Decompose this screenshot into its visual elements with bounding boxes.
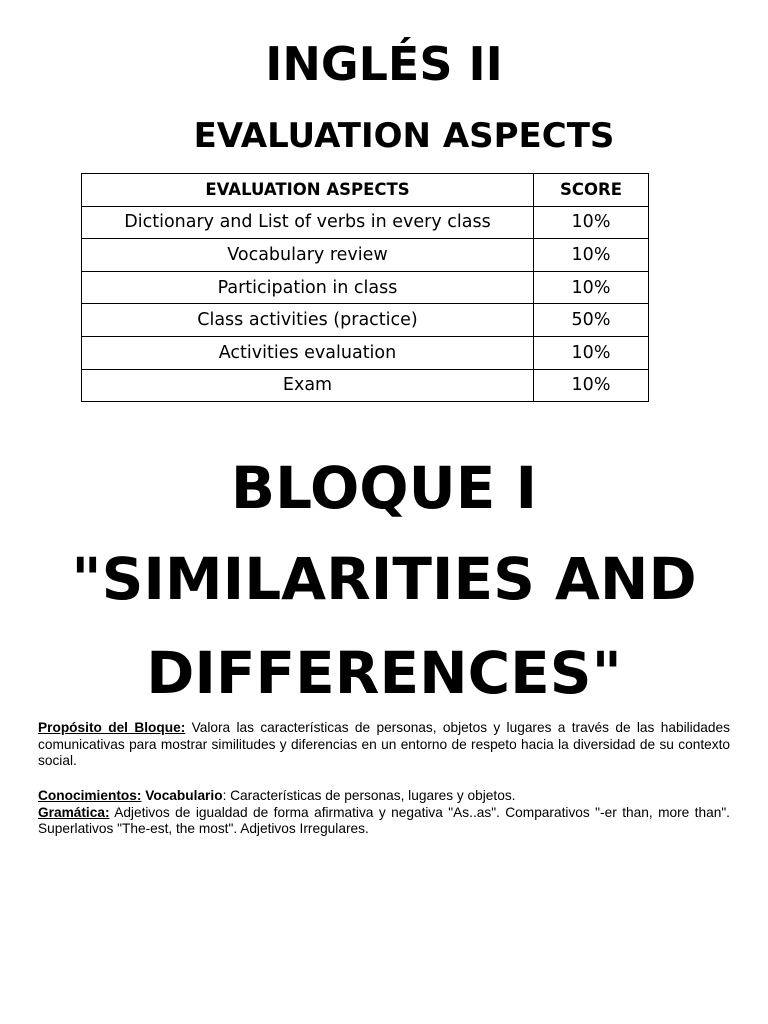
gramatica-label: Gramática: xyxy=(38,804,110,820)
header-score: SCORE xyxy=(534,174,649,207)
table-row xyxy=(82,304,649,337)
vocabulario-text: : Características de personas, lugares y objetos. xyxy=(222,788,516,803)
aspect-cell: Vocabulary review xyxy=(82,239,534,272)
table-row xyxy=(82,271,649,304)
conocimientos-paragraph xyxy=(38,788,730,838)
bloque-title-line-1: "SIMILARITIES AND xyxy=(71,545,697,613)
proposito-label: Propósito del Bloque: xyxy=(38,720,186,735)
table-row xyxy=(82,206,649,239)
table-row xyxy=(82,369,649,402)
score-cell: 10% xyxy=(534,336,649,369)
aspect-cell: Class activities (practice) xyxy=(82,304,534,337)
gramatica-text: Adjetivos de igualdad de forma afirmativa y negativa "As..as". Comparativos "-er than, more than". Superlativos "The-est, the most". Adjetivos Irregulares. xyxy=(38,804,730,836)
score-cell: 10% xyxy=(534,369,649,402)
table-row xyxy=(82,336,649,369)
aspect-cell: Activities evaluation xyxy=(82,336,534,369)
conocimientos-label: Conocimientos: xyxy=(38,788,142,803)
aspect-cell: Exam xyxy=(82,369,534,402)
proposito-text: Valora las características de personas, objetos y lugares a través de las habilidades comunicativas para mostrar similitudes y diferencias en un entorno de respeto hacia la diversidad de su contexto social. xyxy=(38,720,730,768)
table-header-row xyxy=(82,174,649,207)
vocabulario-label: Vocabulario xyxy=(141,788,223,803)
proposito-paragraph xyxy=(38,720,730,770)
bloque-heading: BLOQUE I xyxy=(230,454,538,522)
score-cell: 10% xyxy=(534,239,649,272)
document-subtitle: EVALUATION ASPECTS xyxy=(193,116,615,156)
bloque-title-line-2: DIFFERENCES" xyxy=(146,639,622,707)
header-aspects: EVALUATION ASPECTS xyxy=(82,174,534,207)
table-row xyxy=(82,239,649,272)
score-cell: 50% xyxy=(534,304,649,337)
aspect-cell: Participation in class xyxy=(82,271,534,304)
document-title: INGLÉS II xyxy=(265,37,503,91)
evaluation-table xyxy=(81,173,649,402)
aspect-cell: Dictionary and List of verbs in every class xyxy=(82,206,534,239)
score-cell: 10% xyxy=(534,206,649,239)
score-cell: 10% xyxy=(534,271,649,304)
